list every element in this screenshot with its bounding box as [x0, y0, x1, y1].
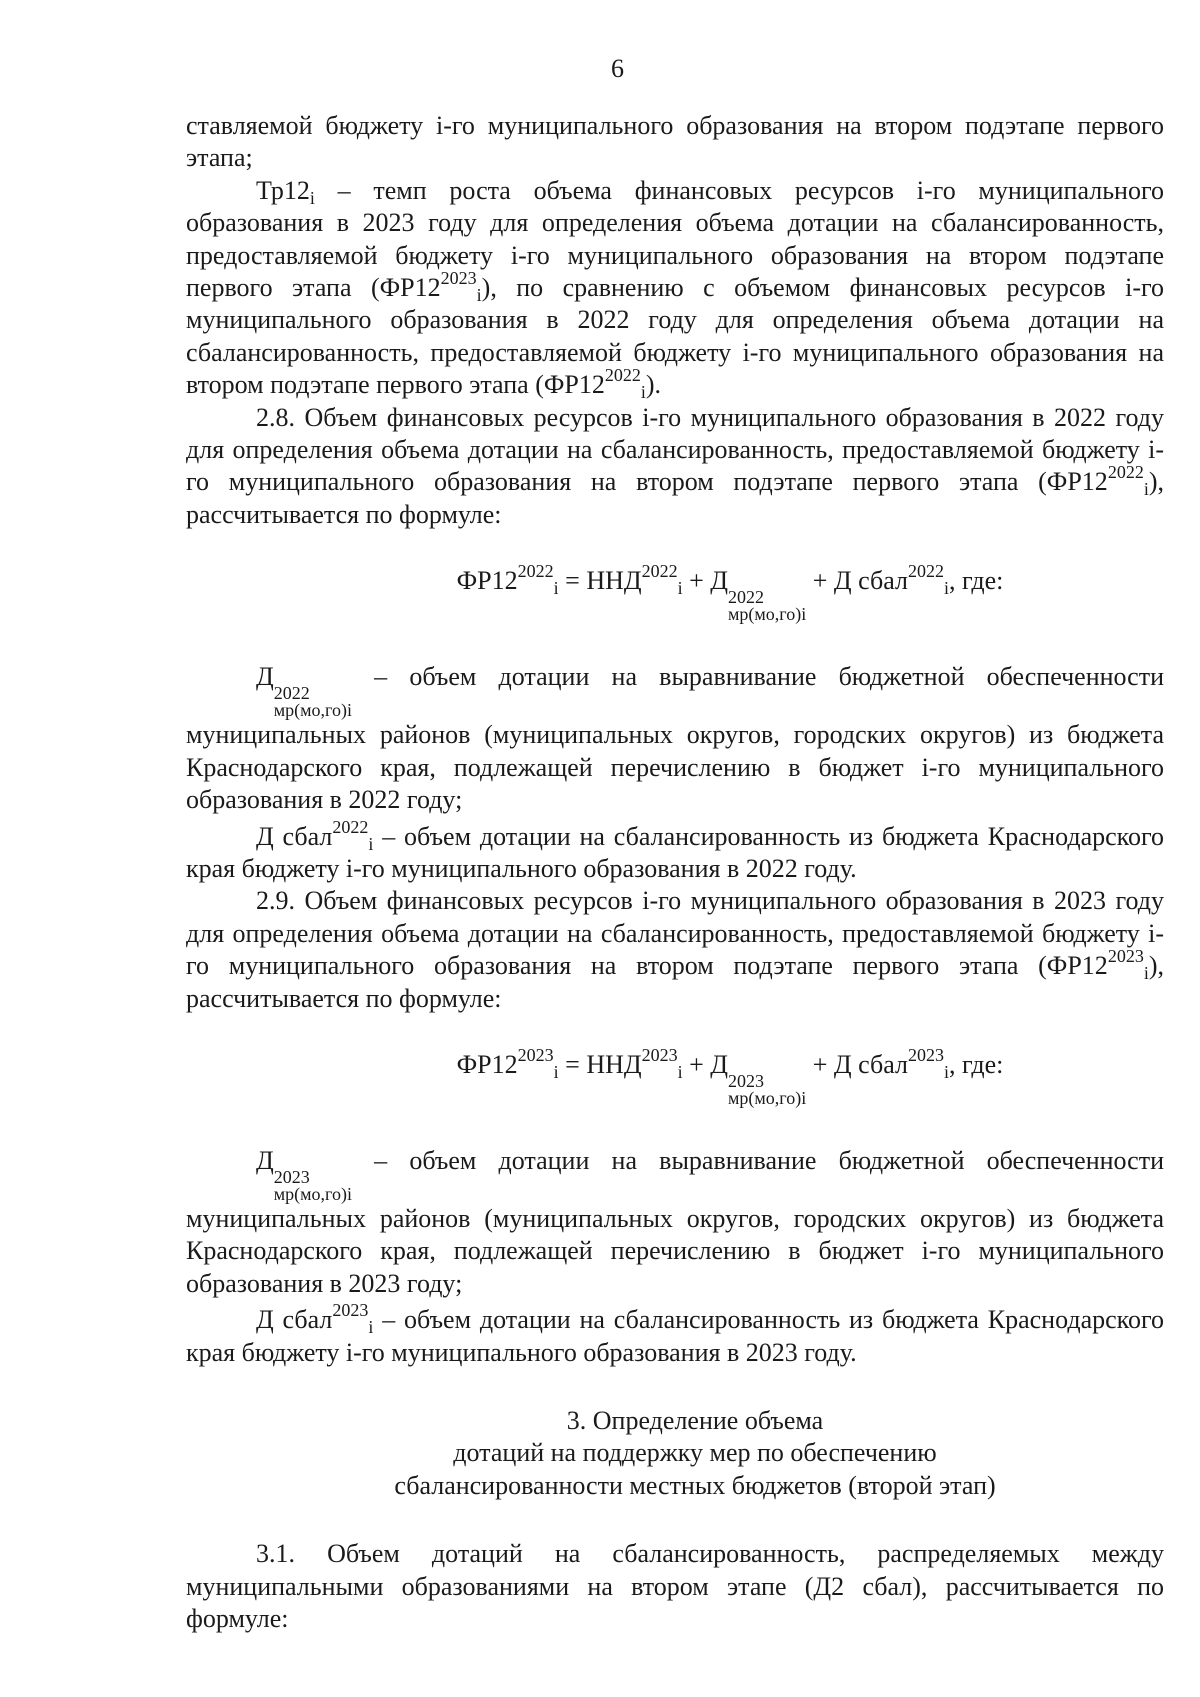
subscript: i	[553, 578, 559, 599]
paragraph-d-sbal-2023	[186, 1300, 1164, 1369]
superscript: 2022	[332, 816, 369, 837]
paragraph-text: ), рассчитывается по формуле:	[186, 951, 1164, 1013]
paragraph-text: ), по сравнению с объемом финансовых ресурсов i-го муниципального образования в 2022 году для определения объема дотации на сбалансированность, предоставляемой бюджету i-го муниципального образования на втором подэтапе первого этапа (ФР12	[186, 273, 1165, 400]
formula-term: ФР12	[456, 1049, 518, 1079]
document-body	[186, 110, 1164, 1635]
heading-line: сбалансированности местных бюджетов (второй этап)	[394, 1470, 996, 1500]
formula-term: = ННД	[558, 1049, 642, 1079]
subscript: i	[943, 578, 949, 599]
index-stack	[274, 685, 352, 719]
index-stack	[728, 1070, 807, 1108]
page-number: 6	[611, 54, 624, 83]
formula-term: + Д сбал	[806, 566, 908, 596]
superscript: 2023	[517, 1044, 554, 1065]
subscript: мр(мо,го)i	[273, 1183, 352, 1204]
subscript: i	[677, 578, 683, 599]
paragraph-2-8	[186, 402, 1164, 532]
paragraph-text: – объем дотации на выравнивание бюджетной обеспеченности муниципальных районов (муниципальных округов, городских округов) из бюджета Краснодарского края, подлежащей перечислению в бюджет i-го муниципального образования в 2022 году;	[186, 662, 1164, 815]
superscript: 2022	[641, 561, 678, 582]
paragraph-text: ), рассчитывается по формуле:	[186, 467, 1164, 529]
subscript: i	[368, 1317, 374, 1338]
paragraph-text: 2.9. Объем финансовых ресурсов i-го муниципального образования в 2023 году для определения объема дотации на сбалансированность, предоставляемой бюджету i-го муниципального образования на втором подэтапе первого этапа (ФР12	[186, 886, 1164, 981]
formula-fr12-2022	[186, 561, 1164, 625]
symbol-d: Д	[256, 662, 274, 692]
formula-term: + Д сбал	[806, 1049, 908, 1079]
subscript: i	[640, 382, 646, 403]
index-stack	[273, 1166, 352, 1204]
formula-term: , где:	[949, 566, 1004, 596]
subscript: i	[1143, 479, 1149, 500]
paragraph-3-1	[186, 1538, 1164, 1635]
superscript: 2023	[440, 268, 477, 289]
formula-term: = ННД	[558, 566, 642, 596]
paragraph-2-9	[186, 885, 1164, 1015]
symbol-tp12: Тр12	[256, 175, 310, 205]
subscript: i	[309, 187, 315, 208]
superscript: 2023	[1107, 946, 1144, 967]
subscript: мр(мо,го)i	[273, 700, 352, 721]
paragraph-text: – объем дотации на сбалансированность из бюджета Краснодарского края бюджету i-го муниципального образования в 2023 году.	[186, 1305, 1164, 1367]
paragraph-text: 3.1. Объем дотаций на сбалансированность, распределяемых между муниципальными образованиями на втором этапе (Д2 сбал), рассчитывается по формуле:	[186, 1539, 1164, 1633]
paragraph-continuation	[186, 110, 1164, 175]
paragraph-d-mr-2023	[186, 1145, 1164, 1300]
paragraph-text: ).	[645, 370, 662, 400]
superscript: 2023	[907, 1044, 944, 1065]
superscript: 2023	[273, 1166, 310, 1187]
symbol-d-sbal: Д сбал	[256, 821, 333, 851]
superscript: 2022	[728, 587, 765, 608]
paragraph-text: ставляемой бюджету i-го муниципального образования на втором подэтапе первого этапа;	[186, 111, 1164, 173]
subscript: i	[368, 833, 374, 854]
symbol-d: Д	[256, 1145, 274, 1175]
superscript: 2022	[907, 561, 944, 582]
symbol-d-sbal: Д сбал	[256, 1305, 333, 1335]
subscript: i	[553, 1061, 559, 1082]
subscript: мр(мо,го)i	[728, 1087, 807, 1108]
paragraph-text: – объем дотации на сбалансированность из бюджета Краснодарского края бюджету i-го муниципального образования в 2022 году.	[186, 821, 1164, 883]
paragraph-d-sbal-2022	[186, 816, 1164, 886]
superscript: 2023	[332, 1300, 369, 1321]
subscript: i	[943, 1061, 949, 1082]
subscript: i	[476, 285, 482, 306]
paragraph-d-mr-2022	[186, 661, 1164, 816]
superscript: 2022	[517, 561, 554, 582]
index-stack	[728, 589, 806, 623]
paragraph-text: – объем дотации на выравнивание бюджетной обеспеченности муниципальных районов (муниципальных округов, городских округов) из бюджета Краснодарского края, подлежащей перечислению в бюджет i-го муниципального образования в 2023 году;	[186, 1145, 1164, 1298]
formula-term: + Д	[682, 1049, 729, 1079]
superscript: 2022	[273, 683, 310, 704]
paragraph-tp12-definition	[186, 175, 1164, 402]
formula-term: ФР12	[456, 566, 518, 596]
subscript: i	[677, 1061, 683, 1082]
formula-fr12-2023	[186, 1044, 1164, 1108]
heading-line: дотаций на поддержку мер по обеспечению	[453, 1438, 937, 1468]
subscript: мр(мо,го)i	[728, 604, 807, 625]
paragraph-text: – темп роста объема финансовых ресурсов i-го муниципального образования в 2023 году для определения объема дотации на сбалансированность, предоставляемой бюджету i-го муниципального образования на втором подэтапе первого этапа (ФР12	[186, 175, 1164, 303]
formula-term: , где:	[949, 1049, 1004, 1079]
heading-line: 3. Определение объема	[566, 1405, 824, 1435]
paragraph-text: 2.8. Объем финансовых ресурсов i-го муниципального образования в 2022 году для определения объема дотации на сбалансированность, предоставляемой бюджету i-го муниципального образования на втором подэтапе первого этапа (ФР12	[186, 402, 1164, 497]
superscript: 2023	[641, 1044, 678, 1065]
superscript: 2022	[1107, 462, 1144, 483]
superscript: 2023	[728, 1070, 765, 1091]
formula-term: + Д	[682, 566, 729, 596]
superscript: 2022	[604, 365, 641, 386]
subscript: i	[1143, 963, 1149, 984]
section-heading-3	[186, 1405, 1164, 1502]
